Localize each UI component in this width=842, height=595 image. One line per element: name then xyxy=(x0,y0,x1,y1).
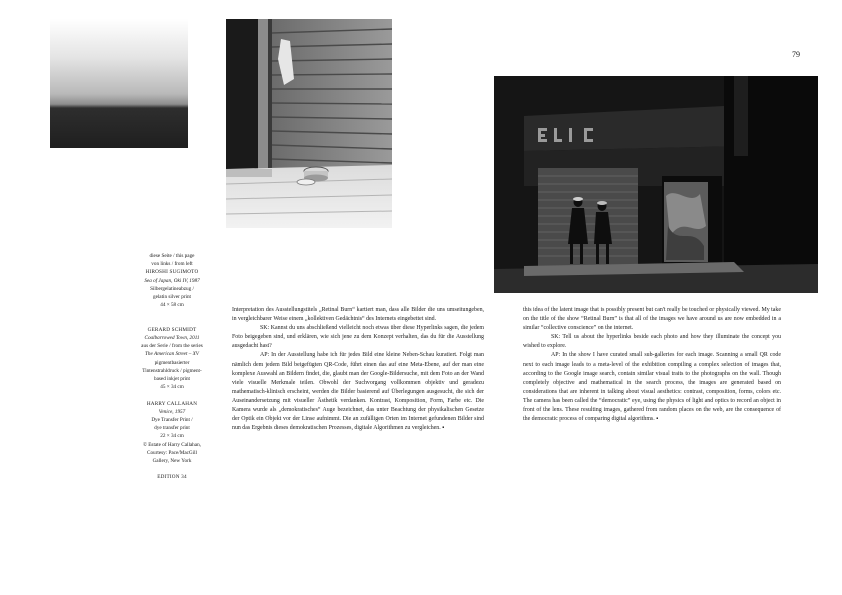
page-number: 79 xyxy=(792,50,800,59)
caption-line: 45 × 34 cm xyxy=(160,384,184,391)
english-text-column xyxy=(523,306,781,424)
caption-line: Coalbarrowed Town, 2011 xyxy=(144,335,200,341)
caption-edition: EDITION 34 xyxy=(157,474,187,481)
wooden-wall-illustration xyxy=(226,19,392,228)
caption-line: 44 × 58 cm xyxy=(160,302,184,309)
caption-line: pigmentbasierter xyxy=(154,359,190,366)
caption-line: aus der Serie / from the series xyxy=(141,343,203,350)
venice-street-photo xyxy=(494,76,818,293)
photo-captions xyxy=(126,252,218,482)
caption-line: Venice, 1957 xyxy=(158,408,186,415)
caption-line: dye transfer print xyxy=(154,425,190,432)
caption-artist: HIROSHI SUGIMOTO xyxy=(145,269,199,276)
caption-line: based inkjet print xyxy=(153,376,191,383)
caption-line: Gallery, New York xyxy=(152,458,192,465)
caption-line: gelatin silver print xyxy=(152,294,192,301)
wooden-wall-photo xyxy=(226,19,392,228)
paragraph: this idea of the latent image that is possibly present but can't really be touched or physically viewed. My take on the title of the show “Retinal Burn” is that all of the images we have around us are now embedded in a similar “collective conscience” on the internet. xyxy=(523,307,781,332)
caption-line: Tintenstrahldruck / pigment- xyxy=(142,367,202,374)
seascape-photo xyxy=(50,19,188,148)
caption-line: Dye Transfer Print / xyxy=(151,417,193,424)
caption-line: Sea of Japan, Oki IV, 1987 xyxy=(144,277,200,284)
caption-line: The American Street – XV xyxy=(145,351,199,358)
caption-artist: GERARD SCHMIDT xyxy=(147,326,197,333)
german-text-column xyxy=(232,306,484,433)
caption-line: 22 × 34 cm xyxy=(160,433,184,440)
paragraph: AP: In der Ausstellung habe ich für jedes Bild eine kleine Neben-Schau kuratiert. Folgt man nämlich dem jedem Bild beigefügten QR-Code, führt einen das auf eine Meta-Ebene, auf der man eine komplexe Auswahl an Bildern findet, die, glaubt man der Google-Bildersuche, mit dem Foto an der Wand viele visuelle Merkmale teilen. Obwohl der Suchvorgang vollkommen objektiv und geradezu mathematisch-klinisch erscheint, werden die Bilder basierend auf Überlegungen ausgesucht, die sich der Auseinandersetzung mit visueller Ästhetik verdanken. Kontrast, Komposition, Form, Farbe etc. Die Kamera wurde als „demokratisches“ Auge bezeichnet, das unter Beachtung der physikalischen Gesetze der Optik ein Objekt vor der Linse aufnimmt. Die an zufälligen Orten im Internet gefundenen Bilder sind nun das Ergebnis dieses demokratischen Prozesses, digitale Algorithmen zu vergleichen. ▪ xyxy=(232,352,484,432)
venice-street-illustration xyxy=(494,76,818,293)
caption-heading-line: diese Seite / this page xyxy=(149,253,195,259)
caption-line: Silbergelatineabzug / xyxy=(150,285,194,292)
paragraph: SK: Tell us about the hyperlinks beside each photo and how they illuminate the concept you wished to explore. xyxy=(523,334,781,350)
caption-line: © Estate of Harry Callahan, xyxy=(143,441,201,448)
caption-line: Courtesy: Pace/MacGill xyxy=(147,449,197,456)
paragraph: AP: In the show I have curated small sub-galleries for each image. Scanning a small QR code next to each image leads to a meta-level of the exhibition compiling a complex selection of images that, according to the Google image search, contain similar visual traits to the photographs on the wall. Though completely objective and mathematical in the search process, the images are generated based on considerations that are inherent in talking about visual aesthetics: contrast, composition, forms, colors etc. The camera has been called the “democratic” eye, using the physics of light and optics to record an object in front of the lens. These resulting images, gathered from random places on the web, are the consequence of the democratic process of comparing digital algorithms. ▪ xyxy=(523,352,781,423)
caption-artist: HARRY CALLAHAN xyxy=(146,400,198,407)
caption-heading-line: von links / from left xyxy=(151,261,193,268)
paragraph: Interpretation des Ausstellungstitels „Retinal Burn“ kartiert man, dass alle Bilder die uns umseitungeben, in vergleichbarer Weise einem „kollektiven Gedächtnis“ des Internets eingebettet sind. xyxy=(232,307,484,323)
paragraph: SK: Kannst du uns abschließend vielleicht noch etwas über diese Hyperlinks sagen, die jedem Foto beigegeben sind, und erklären, wie sich jene zu dem Konzept verhalten, das du für die Ausstellung ausgedacht hast? xyxy=(232,325,484,350)
